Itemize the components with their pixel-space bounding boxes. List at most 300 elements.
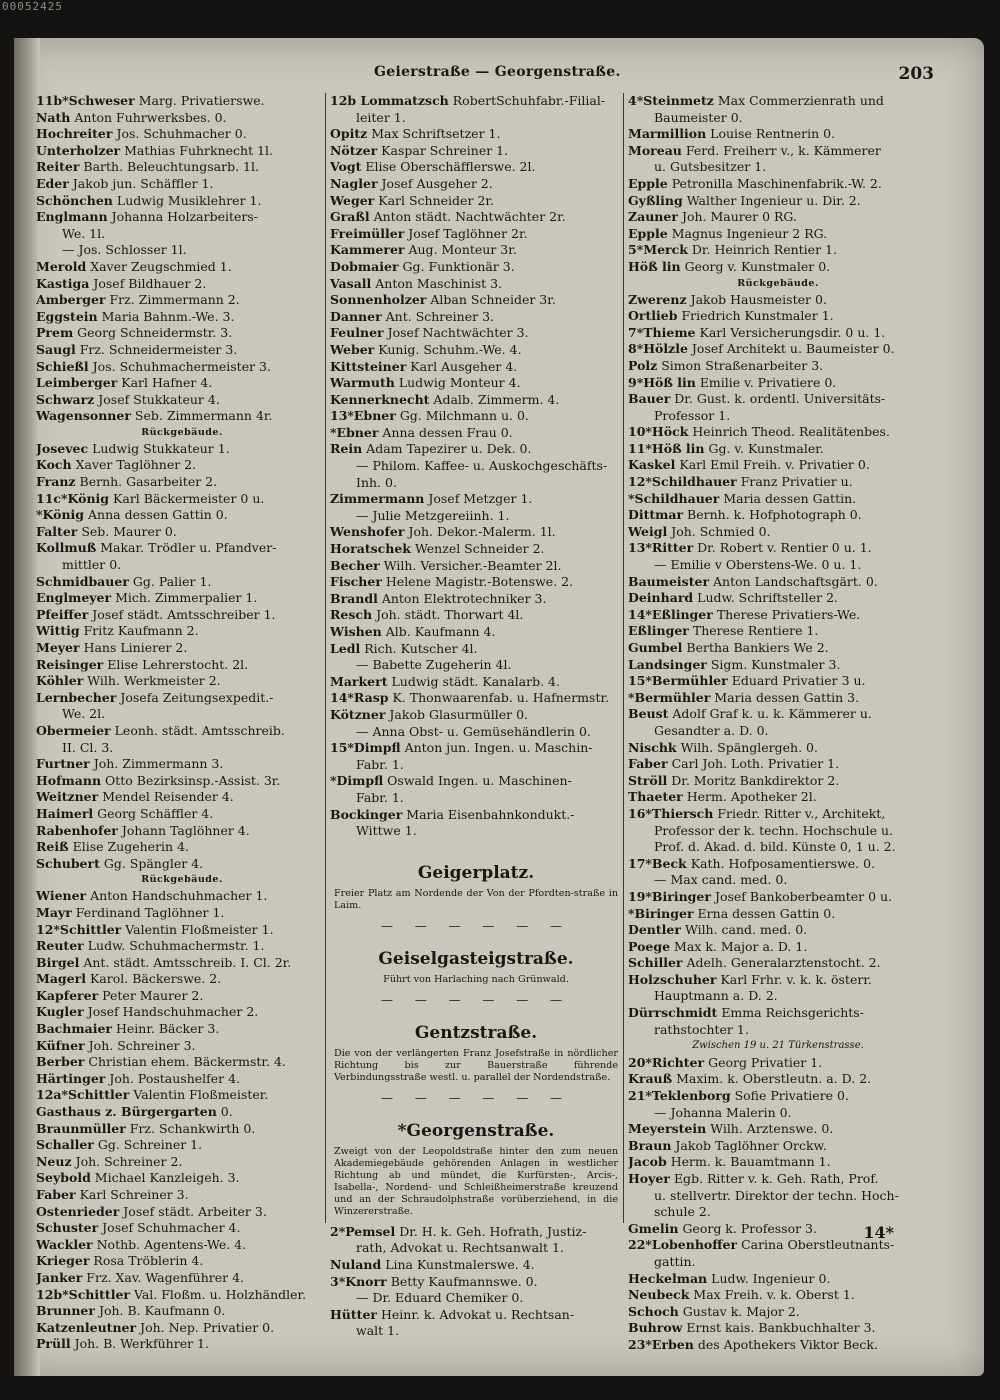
resident-entry	[628, 590, 928, 607]
resident-surname: Holzschuher	[628, 971, 717, 987]
resident-entry	[330, 93, 622, 110]
resident-surname: Faber	[628, 756, 668, 772]
resident-entry	[330, 375, 622, 392]
resident-surname: 11*Höß lin	[628, 440, 705, 456]
resident-details: Frz. Zimmermann 2.	[109, 292, 240, 308]
resident-details: Jakob Taglöhner Orckw.	[675, 1137, 827, 1153]
resident-surname: Ströll	[628, 772, 668, 788]
resident-surname: Resch	[330, 607, 373, 623]
resident-details: Leonh. städt. Amtsschreib.	[114, 722, 285, 738]
resident-surname: Kollmuß	[36, 540, 97, 556]
resident-entry	[36, 209, 328, 226]
resident-entry	[628, 673, 928, 690]
running-head: Geierstraße — Georgenstraße.	[374, 64, 621, 80]
resident-entry	[628, 1138, 928, 1155]
entry-continuation: schule 2.	[654, 1204, 711, 1220]
resident-entry	[628, 176, 928, 193]
resident-surname: 15*Dimpfl	[330, 740, 401, 756]
resident-surname: Zimmermann	[330, 491, 425, 507]
resident-entry	[36, 1320, 328, 1337]
resident-surname: Gasthaus z. Bürgergarten	[36, 1104, 217, 1120]
resident-entry	[36, 1204, 328, 1221]
resident-entry	[36, 723, 328, 740]
resident-surname: Zauner	[628, 209, 678, 225]
resident-surname: Eder	[36, 175, 69, 191]
resident-details: Jakob Glasurmüller 0.	[389, 706, 529, 722]
resident-surname: Birgel	[36, 954, 80, 970]
resident-surname: Josevec	[36, 440, 89, 456]
entry-same-surname: — Babette Zugeherin 4l.	[356, 657, 512, 673]
resident-surname: Ostenrieder	[36, 1203, 120, 1219]
resident-surname: Epple	[628, 225, 668, 241]
resident-surname: Gumbel	[628, 640, 683, 655]
resident-entry	[36, 457, 328, 474]
resident-details: Herm. Apotheker 2l.	[686, 789, 817, 805]
resident-surname: Baumeister	[628, 573, 710, 589]
entry-continuation: Gesandter a. D. 0.	[654, 722, 769, 738]
resident-details: Heinr. k. Advokat u. Rechtsan-	[380, 1306, 575, 1322]
resident-details: Josef Ausgeher 2.	[381, 175, 493, 191]
resident-entry	[628, 773, 928, 790]
resident-entry	[36, 607, 328, 624]
resident-surname: Gmelin	[628, 1220, 679, 1236]
resident-surname: Hütter	[330, 1306, 377, 1322]
resident-entry	[628, 657, 928, 674]
resident-surname: 10*Höck	[628, 424, 689, 440]
resident-surname: Buhrow	[628, 1320, 683, 1336]
resident-details: Jakob Hausmeister 0.	[690, 291, 827, 307]
resident-entry	[330, 392, 622, 409]
resident-entry	[330, 309, 622, 326]
resident-entry	[628, 806, 928, 823]
resident-entry	[628, 1337, 928, 1354]
entry-continuation: u. stellvertr. Direktor der techn. Hoch-	[654, 1187, 899, 1203]
rueckgebaeude-subheading: Rückgebäude.	[141, 874, 223, 886]
resident-entry	[330, 558, 622, 575]
resident-details: Franz Privatier u.	[740, 474, 853, 490]
resident-surname: Englmeyer	[36, 590, 112, 606]
street-heading-gentzstrasse: Gentzstraße.	[414, 1022, 538, 1043]
resident-entry	[36, 789, 328, 806]
resident-entry	[36, 126, 328, 143]
resident-entry	[628, 242, 928, 259]
resident-details: Karl Bäckermeister 0 u.	[113, 490, 265, 506]
resident-entry	[628, 1154, 928, 1171]
resident-details: Wilh. Spänglergeh. 0.	[680, 739, 818, 755]
street-heading-georgenstrasse: *Georgenstraße.	[397, 1120, 555, 1141]
resident-entry	[628, 1055, 928, 1072]
resident-surname: Weitzner	[36, 789, 99, 805]
resident-surname: Braunmüller	[36, 1120, 126, 1136]
resident-entry	[330, 807, 622, 824]
resident-entry	[628, 308, 928, 325]
resident-surname: *Schildhauer	[628, 490, 720, 506]
resident-details: Josef städt. Amtsschreiber 1.	[92, 606, 276, 622]
resident-surname: Schaller	[36, 1137, 94, 1153]
resident-details: Friedr. Ritter v., Architekt,	[717, 805, 886, 821]
resident-details: Josef Stukkateur 4.	[98, 391, 220, 407]
resident-entry	[36, 1071, 328, 1088]
resident-details: Anton Elektrotechniker 3.	[381, 590, 547, 606]
resident-details: Joh. städt. Thorwart 4l.	[376, 607, 524, 623]
entry-same-surname: — Philom. Kaffee- u. Auskochgeschäfts-	[356, 458, 608, 474]
entry-same-surname: — Johanna Malerin 0.	[654, 1104, 792, 1120]
resident-entry	[36, 905, 328, 922]
resident-surname: Hofmann	[36, 772, 102, 788]
resident-entry	[36, 1054, 328, 1071]
resident-surname: Schuster	[36, 1220, 99, 1236]
resident-details: Ferd. Freiherr v., k. Kämmerer	[685, 142, 881, 158]
resident-surname: Sonnenholzer	[330, 292, 427, 308]
resident-entry	[628, 1304, 928, 1321]
entry-continuation: mittler 0.	[62, 557, 122, 573]
street-note-geigerplatz: Freier Platz am Nordende der Von der Pfordten-straße in Laim.	[334, 887, 618, 911]
resident-entry	[36, 1287, 328, 1304]
resident-entry	[36, 806, 328, 823]
resident-details: Emilie v. Privatiere 0.	[699, 374, 837, 390]
resident-surname: Reiß	[36, 839, 69, 855]
resident-entry	[330, 674, 622, 691]
resident-surname: *Biringer	[628, 905, 694, 921]
resident-details: Ludw. Schriftsteller 2.	[697, 590, 838, 606]
resident-details: Karl Versicherungsdir. 0 u. 1.	[699, 324, 886, 340]
street-note-gentzstrasse: Die von der verlängerten Franz Josefstraße in nördlicher Richtung bis zur Bauerstraße führende Verbindungsstraße westl. u. parallel der Nordendstraße.	[334, 1047, 618, 1083]
resident-surname: Marmillion	[628, 126, 707, 142]
resident-surname: Meyer	[36, 640, 80, 655]
resident-surname: Brandl	[330, 590, 378, 606]
entry-continuation: rath, Advokat u. Rechtsanwalt 1.	[356, 1240, 564, 1256]
resident-surname: Brunner	[36, 1303, 95, 1319]
resident-entry	[628, 1320, 928, 1337]
resident-details: Max Commerzienrath und	[717, 93, 884, 108]
resident-entry	[628, 126, 928, 143]
resident-surname: 12b Lommatzsch	[330, 93, 449, 108]
resident-entry	[330, 491, 622, 508]
resident-surname: 17*Beck	[628, 855, 687, 871]
resident-details: Joh. Maurer 0 RG.	[681, 209, 797, 225]
resident-entry	[628, 259, 928, 276]
resident-surname: 15*Bermühler	[628, 673, 728, 689]
resident-surname: Haimerl	[36, 805, 94, 821]
resident-surname: Weber	[330, 341, 375, 357]
resident-surname: 11b*Schweser	[36, 93, 135, 108]
resident-entry	[330, 773, 622, 790]
resident-entry	[628, 540, 928, 557]
resident-details: Wilh. Werkmeister 2.	[87, 673, 221, 689]
resident-surname: Berber	[36, 1054, 85, 1070]
resident-surname: Heckelman	[628, 1270, 708, 1286]
resident-entry	[36, 1303, 328, 1320]
resident-details: Maria dessen Gattin.	[723, 490, 857, 506]
resident-details: Ferdinand Taglöhner 1.	[75, 904, 225, 920]
entry-continuation: II. Cl. 3.	[62, 739, 114, 755]
resident-surname: 8*Hölzle	[628, 341, 688, 357]
resident-surname: Dentler	[628, 922, 681, 938]
resident-details: Karl Emil Freih. v. Privatier 0.	[679, 457, 870, 473]
resident-details: Maria Bahnm.-We. 3.	[101, 308, 235, 324]
resident-details: Josef Metzger 1.	[428, 491, 533, 507]
resident-surname: Horatschek	[330, 541, 411, 557]
resident-surname: Freimüller	[330, 225, 405, 241]
rueckgebaeude-subheading: Rückgebäude.	[141, 426, 223, 438]
resident-entry	[330, 1224, 622, 1241]
resident-entry	[36, 673, 328, 690]
resident-details: Nothb. Agentens-We. 4.	[96, 1236, 247, 1252]
resident-entry	[330, 176, 622, 193]
resident-surname: 12*Schittler	[36, 921, 122, 937]
resident-details: Ludwig Musiklehrer 1.	[116, 192, 262, 208]
resident-entry	[36, 110, 328, 127]
resident-surname: 20*Richter	[628, 1054, 705, 1070]
resident-entry	[36, 922, 328, 939]
resident-details: Dr. Moritz Bankdirektor 2.	[671, 772, 840, 788]
resident-surname: Vasall	[330, 275, 372, 291]
resident-surname: Reuter	[36, 938, 84, 954]
resident-details: Max Freih. v. k. Oberst 1.	[693, 1287, 855, 1303]
resident-entry	[36, 259, 328, 276]
resident-entry	[330, 690, 622, 707]
resident-entry	[36, 888, 328, 905]
resident-details: Johann Taglöhner 4.	[121, 822, 250, 838]
resident-details: Anton Landschaftsgärt. 0.	[713, 573, 878, 589]
resident-details: Adam Tapezirer u. Dek. 0.	[366, 441, 532, 457]
resident-details: Anna dessen Frau 0.	[382, 424, 513, 440]
resident-surname: Höß lin	[628, 258, 681, 274]
column-3	[628, 93, 928, 1354]
resident-surname: 9*Höß lin	[628, 374, 696, 390]
resident-details: Karol. Bäckerswe. 2.	[89, 971, 222, 987]
resident-details: Heinrich Theod. Realitätenbes.	[692, 424, 890, 440]
resident-entry	[36, 193, 328, 210]
resident-entry	[628, 574, 928, 591]
resident-details: Karl Schreiner 3.	[79, 1187, 189, 1202]
resident-entry	[628, 623, 928, 640]
resident-surname: Weger	[330, 192, 375, 208]
resident-entry	[628, 1088, 928, 1105]
resident-details: Adalb. Zimmerm. 4.	[433, 391, 560, 407]
resident-entry	[330, 441, 622, 458]
resident-entry	[628, 1287, 928, 1304]
resident-entry	[628, 292, 928, 309]
resident-surname: Köhler	[36, 673, 84, 689]
resident-surname: Prem	[36, 325, 74, 341]
resident-entry	[330, 541, 622, 558]
resident-surname: 19*Biringer	[628, 888, 711, 904]
resident-surname: Franz	[36, 474, 76, 490]
resident-details: RobertSchuhfabr.-Filial-	[452, 93, 606, 108]
entry-continuation: Hauptmann a. D. 2.	[654, 988, 778, 1004]
resident-surname: Obermeier	[36, 722, 111, 738]
resident-surname: Schubert	[36, 855, 100, 871]
resident-details: Fritz Kaufmann 2.	[83, 623, 199, 639]
resident-details: Erna dessen Gattin 0.	[697, 905, 836, 921]
page-number: 203	[898, 64, 934, 84]
entry-continuation: Wittwe 1.	[356, 823, 417, 839]
resident-entry	[36, 507, 328, 524]
resident-details: Friedrich Kunstmaler 1.	[681, 308, 834, 324]
resident-entry	[628, 1121, 928, 1138]
resident-entry	[330, 707, 622, 724]
resident-entry	[330, 624, 622, 641]
resident-details: Sofie Privatiere 0.	[734, 1088, 849, 1104]
resident-surname: Nischk	[628, 739, 677, 755]
resident-entry	[330, 276, 622, 293]
entry-continuation: Professor 1.	[654, 407, 731, 423]
resident-surname: 3*Knorr	[330, 1273, 387, 1289]
resident-surname: Wagensonner	[36, 408, 131, 424]
resident-details: Elise Zugeherin 4.	[72, 839, 189, 855]
resident-details: Anton Maschinist 3.	[375, 275, 503, 291]
resident-details: Joh. Schreiner 2.	[75, 1153, 183, 1169]
resident-surname: Weigl	[628, 523, 668, 539]
resident-entry	[36, 1270, 328, 1287]
entry-continuation: rathstochter 1.	[654, 1021, 749, 1037]
resident-entry	[36, 375, 328, 392]
resident-entry	[628, 424, 928, 441]
resident-entry	[628, 1005, 928, 1022]
resident-details: Ant. Schreiner 3.	[385, 308, 494, 324]
resident-surname: Ledl	[330, 640, 361, 656]
resident-details: Ludwig Monteur 4.	[398, 375, 521, 391]
resident-entry	[628, 1171, 928, 1188]
resident-entry	[36, 276, 328, 293]
resident-details: Jos. Schuhmachermeister 3.	[92, 358, 271, 374]
resident-entry	[628, 922, 928, 939]
separator-dashes: — — — — — —	[380, 992, 572, 1007]
resident-entry	[330, 408, 622, 425]
entry-continuation: gattin.	[654, 1253, 696, 1269]
resident-details: Betty Kaufmannswe. 0.	[390, 1273, 538, 1289]
resident-details: Josefa Zeitungsexpedit.-	[120, 689, 274, 705]
resident-details: Xaver Zeugschmied 1.	[90, 258, 232, 274]
resident-details: Johanna Holzarbeiters-	[111, 209, 259, 225]
resident-entry	[36, 955, 328, 972]
resident-entry	[628, 906, 928, 923]
resident-surname: Danner	[330, 308, 382, 324]
resident-entry	[330, 641, 622, 658]
resident-surname: Schwarz	[36, 391, 95, 407]
resident-surname: Reiter	[36, 159, 80, 175]
resident-details: Christian ehem. Bäckermstr. 4.	[88, 1054, 286, 1070]
resident-details: Anna dessen Gattin 0.	[88, 507, 228, 523]
resident-entry	[36, 773, 328, 790]
resident-entry	[628, 93, 928, 110]
street-heading-geiselgasteigstrasse: Geiselgasteigstraße.	[378, 948, 574, 969]
entry-continuation: Fabr. 1.	[356, 789, 404, 805]
resident-surname: Kennerknecht	[330, 391, 430, 407]
resident-surname: 13*Ebner	[330, 408, 396, 424]
resident-surname: Moreau	[628, 142, 682, 158]
resident-entry	[36, 856, 328, 873]
resident-details: Dr. Gust. k. ordentl. Universitäts-	[674, 391, 886, 407]
resident-details: Wenzel Schneider 2.	[414, 541, 545, 557]
resident-details: Mendel Reisender 4.	[102, 789, 234, 805]
resident-entry	[330, 325, 622, 342]
resident-details: Carina Oberstleutnants-	[741, 1237, 895, 1253]
entry-same-surname: — Jos. Schlosser 1l.	[62, 242, 187, 258]
cross-reference-note: Zwischen 19 u. 21 Türkenstrasse.	[692, 1040, 864, 1052]
resident-details: Wilh. Arztenswe. 0.	[710, 1121, 834, 1137]
resident-details: Joh. Nep. Privatier 0.	[140, 1319, 275, 1335]
resident-details: Emma Reichsgerichts-	[721, 1005, 864, 1021]
resident-surname: 12*Schildhauer	[628, 474, 737, 490]
resident-surname: Kastiga	[36, 275, 90, 291]
resident-entry	[330, 242, 622, 259]
resident-entry	[330, 607, 622, 624]
resident-surname: Bockinger	[330, 806, 403, 822]
resident-surname: Hochreiter	[36, 126, 113, 142]
entry-continuation: Fabr. 1.	[356, 756, 404, 772]
resident-details: Louise Rentnerin 0.	[710, 126, 836, 142]
resident-details: Georg Schneidermstr. 3.	[77, 325, 233, 341]
resident-details: Eduard Privatier 3 u.	[731, 673, 866, 689]
resident-entry	[36, 359, 328, 376]
resident-surname: Neuz	[36, 1153, 72, 1169]
resident-entry	[628, 524, 928, 541]
resident-surname: Feulner	[330, 325, 384, 341]
resident-entry	[628, 358, 928, 375]
resident-entry	[36, 540, 328, 557]
resident-surname: 13*Ritter	[628, 540, 694, 556]
resident-surname: Polz	[628, 357, 658, 373]
resident-surname: Braun	[628, 1137, 672, 1153]
resident-surname: Pfeiffer	[36, 606, 89, 622]
resident-details: Maria dessen Gattin 3.	[714, 689, 860, 705]
resident-surname: Schießl	[36, 358, 89, 374]
resident-surname: Wackler	[36, 1236, 93, 1252]
resident-entry	[36, 1187, 328, 1204]
resident-entry	[628, 690, 928, 707]
resident-surname: 5*Merck	[628, 242, 688, 258]
resident-entry	[36, 1220, 328, 1237]
signature-mark: 14*	[863, 1223, 894, 1242]
resident-details: Bernh. Gasarbeiter 2.	[79, 474, 218, 490]
resident-details: Karl Hafner 4.	[121, 375, 213, 391]
resident-surname: Schiller	[628, 955, 683, 971]
resident-details: Georg Privatier 1.	[708, 1054, 823, 1070]
resident-surname: Dittmar	[628, 507, 684, 523]
resident-details: Bernh. k. Hofphotograph 0.	[687, 507, 862, 523]
resident-surname: Warmuth	[330, 375, 395, 391]
resident-entry	[36, 623, 328, 640]
resident-surname: Ortlieb	[628, 308, 678, 324]
resident-details: Adolf Graf k. u. k. Kämmerer u.	[672, 706, 872, 722]
resident-details: Frz. Schankwirth 0.	[129, 1120, 256, 1136]
resident-entry	[36, 971, 328, 988]
resident-details: Josef Handschuhmacher 2.	[87, 1004, 259, 1020]
resident-surname: Koch	[36, 457, 72, 473]
resident-entry	[36, 1104, 328, 1121]
resident-entry	[36, 590, 328, 607]
resident-details: Frz. Schneidermeister 3.	[79, 341, 238, 357]
resident-details: Georg k. Professor 3.	[682, 1220, 817, 1236]
resident-surname: Schönchen	[36, 192, 113, 208]
resident-entry	[628, 756, 928, 773]
resident-surname: Rein	[330, 441, 363, 457]
street-note-geiselgasteigstrasse: Führt von Harlaching nach Grünwald.	[383, 973, 569, 985]
resident-entry	[330, 126, 622, 143]
resident-surname: 14*Rasp	[330, 690, 389, 706]
resident-details: Seb. Maurer 0.	[81, 523, 177, 539]
resident-details: Valentin Floßmeister.	[133, 1087, 269, 1103]
resident-surname: Bachmaier	[36, 1021, 112, 1037]
resident-entry	[628, 491, 928, 508]
resident-details: Rich. Kutscher 4l.	[364, 640, 478, 656]
resident-entry	[36, 1087, 328, 1104]
resident-surname: *Bermühler	[628, 689, 711, 705]
resident-surname: Nagler	[330, 175, 378, 191]
resident-surname: Amberger	[36, 292, 106, 308]
